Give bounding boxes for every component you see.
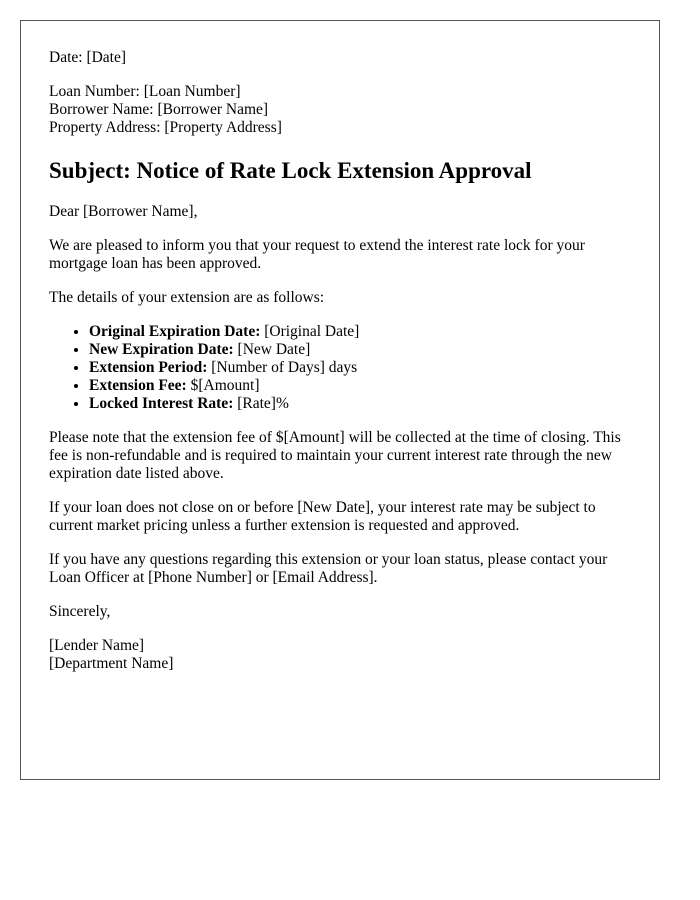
lender-name: [Lender Name]	[49, 637, 145, 654]
detail-value: $[Amount]	[186, 377, 260, 394]
department-name: [Department Name]	[49, 655, 174, 672]
detail-extension-period	[89, 359, 631, 377]
detail-label: Extension Fee:	[89, 377, 187, 394]
detail-label: New Expiration Date:	[89, 341, 234, 358]
subject-heading: Subject: Notice of Rate Lock Extension Approval	[49, 158, 532, 183]
detail-label: Extension Period:	[89, 359, 208, 376]
loan-number: Loan Number: [Loan Number]	[49, 83, 241, 100]
details-intro: The details of your extension are as follows:	[49, 289, 325, 306]
detail-value: [Original Date]	[260, 323, 360, 340]
borrower-name: Borrower Name: [Borrower Name]	[49, 101, 269, 118]
date-line: Date: [Date]	[49, 49, 127, 66]
detail-value: [New Date]	[233, 341, 311, 358]
extension-details-list	[49, 323, 631, 413]
detail-value: [Number of Days] days	[207, 359, 358, 376]
detail-new-expiration	[89, 341, 631, 359]
detail-locked-rate	[89, 395, 631, 413]
letter-document	[20, 20, 660, 780]
property-address: Property Address: [Property Address]	[49, 119, 282, 136]
intro-paragraph: We are pleased to inform you that your request to extend the interest rate lock for your mortgage loan has been approved.	[49, 237, 585, 272]
detail-label: Original Expiration Date:	[89, 323, 261, 340]
detail-original-expiration	[89, 323, 631, 341]
fee-note-paragraph: Please note that the extension fee of $[Amount] will be collected at the time of closing. This fee is non-refundable and is required to maintain your current interest rate through the new expiration date listed above.	[49, 429, 621, 482]
detail-value: [Rate]%	[233, 395, 289, 412]
closing: Sincerely,	[49, 603, 111, 620]
close-warning-paragraph: If your loan does not close on or before [New Date], your interest rate may be subject to current market pricing unless a further extension is requested and approved.	[49, 499, 596, 534]
signature-block	[49, 637, 631, 673]
salutation: Dear [Borrower Name],	[49, 203, 198, 220]
contact-paragraph: If you have any questions regarding this extension or your loan status, please contact your Loan Officer at [Phone Number] or [Email Address].	[49, 551, 608, 586]
loan-info-block	[49, 83, 631, 137]
detail-extension-fee	[89, 377, 631, 395]
detail-label: Locked Interest Rate:	[89, 395, 234, 412]
